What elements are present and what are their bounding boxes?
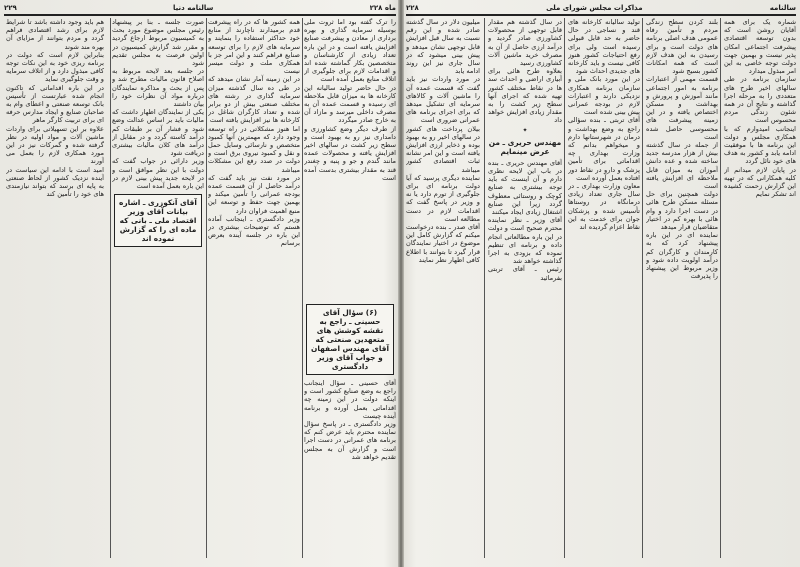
paragraph: هم باید وجود داشته باشد تا شرایط لازم برای رشد اقتصادی فراهم گردد و مردم بتوانند از مزایای آن بهره مند شوند [6,18,104,51]
column-rule [206,18,207,558]
separator-ornament: ✦ [522,126,528,134]
paragraph: وزیر دادگستری ـ اینجانب آماده هستم که توضیحات بیشتری در این باره در جلسه آینده بعرض برسانم [208,214,300,248]
paragraph: نماینده ای در این باره پیشنهاد کرد که به کارمندان و کارگران کم درآمد اولویت داده شود و وزیر مربوط این پیشنهاد را پذیرفت [646,231,718,281]
column-rule [642,18,643,558]
paragraph: سازمان برنامه در طی سالهای اخیر طرح های متعددی را به مرحله اجرا گذاشته و نتایج آن در همه شئون زندگی مردم محسوس است [724,75,796,125]
left-column-3 [112,18,204,563]
paragraph: نماینده دیگری پرسید که آیا دولت برنامه ای برای جلوگیری از تورم دارد یا نه و وزیر در پاسخ گفت که اقدامات لازم در دست مطالعه است [406,173,480,223]
right-column-2 [646,18,718,563]
paragraph: آقای حسینی ـ سؤال اینجانب راجع به وضع صنایع کشور است و اینکه دولت در این زمینه چه اقداماتی بعمل آورده و برنامه آینده چیست [304,379,396,420]
left-column-2 [208,18,300,563]
right-outer-label: سالنامه [769,4,796,12]
right-page-header [406,2,796,16]
column-rule [302,18,303,558]
paragraph: اینجانب امیدوارم که با همکاری مجلس و دولت این برنامه ها با موفقیت ادامه یابد و کشور به هدف های خود نائل گردد [724,124,796,166]
paragraph: قسمت مهمی از اعتبارات برنامه به امور اجتماعی مانند آموزش و پرورش و بهداشت و مسکن اختصاص یافته و در این زمینه پیشرفت های محسوسی حاصل شده است [646,75,718,141]
paragraph: بیلان پرداخت های کشور در سالهای اخیر رو به بهبود بوده و ذخایر ارزی افزایش یافته است و این امر نشانه ثبات اقتصادی کشور میباشد [406,124,480,174]
left-page-header [4,2,396,16]
paragraph: وزیر دادگستری ـ در پاسخ سؤال نماینده محترم باید عرض کنم که برنامه های عمرانی در دست اجرا است و گزارش آن به مجلس تقدیم خواهد شد [304,420,396,461]
paragraph: رئیس ـ آقای تربتی بفرمائید [488,265,562,282]
paragraph: آقای مهندس حریری ـ بنده در باب این لایحه نظری دارم و آن اینست که باید توجه بیشتری به صنایع کوچک و روستائی معطوف گردد زیرا این صنایع اشتغال زیادی ایجاد میکنند [488,158,562,217]
paragraph: یکی از نمایندگان اظهار داشت که مالیات باید بر اساس عدالت وضع شود و فشار آن بر طبقات کم درآمد کاسته گردد و در مقابل از درآمد های کلان مالیات بیشتری دریافت شود [112,108,204,158]
paragraph: علاوه بر این تسهیلاتی برای واردات ماشین آلات و مواد اولیه در نظر گرفته شده و گمرکات نیز در این مورد همکاری لازم را بعمل می آورند [6,124,104,166]
section-subheading: مهندس حریری ـ من عرض مینمایم [488,137,562,156]
left-page-number: ماه ۲۲۸ [369,4,396,12]
right-page-number: ۲۲۸ [406,4,419,12]
paragraph: در پایان لازم میدانم از کلیه همکارانی که در تهیه این گزارش زحمت کشیده اند تشکر نمایم [724,165,796,199]
right-column-5 [406,18,480,563]
column-rule [110,18,111,558]
paragraph: اما هنوز مشکلاتی در راه توسعه وجود دارد که مهمترین آنها کمبود متخصص و نارسائی وسایل حمل و نقل و کمبود نیروی برق است و دولت در صدد رفع این مشکلات میباشد [208,124,300,174]
paragraph: همه کشور ها که در راه پیشرفت قدم برمیدارند ناچارند از منابع خود حداکثر استفاده را بنمایند و سرمایه های لازم را برای توسعه صنایع فراهم کنند و این امر جز با همکاری ملت و دولت میسر نیست [208,18,300,76]
paragraph: بنابراین لازم است که دولت در برنامه ریزی خود به این نکات توجه کافی مبذول دارد و از اتلاف سرمایه و وقت جلوگیری نماید [6,50,104,84]
paragraph: تولید سالیانه کارخانه های قند و نساجی در حال حاضر به حد قابل قبولی رسیده است ولی برای رفع احتیاجات کشور هنوز کافی نیست و باید کارخانه های جدیدی احداث شود [568,18,640,76]
paragraph: میلیون دلار در سال گذشته صادر شده و این رقم نسبت به سال قبل افزایش قابل توجهی نشان میدهد و پیش بینی میشود که در سال جاری نیز این روند ادامه یابد [406,18,480,76]
paragraph: در حال حاضر تولید سالیانه این کارخانه ها به میزان قابل ملاحظه ای رسیده و قسمت عمده آن به مصرف داخلی میرسد و مازاد آن به خارج صادر میگردد [304,83,396,125]
paragraph: وزیر دارائی در جواب گفت که دولت با این نظر موافق است و در لایحه جدید پیش بینی لازم در این باره بعمل آمده است [112,157,204,191]
paragraph: دولت همچنین برای حل مسئله مسکن طرح هائی در دست اجرا دارد و وام هائی با بهره کم در اختیار متقاضیان قرار میدهد [646,190,718,232]
paragraph: در این باره اقداماتی که تاکنون انجام شده عبارتست از تأسیس بانک توسعه صنعتی و اعطای وام به صاحبان صنایع و ایجاد مدارس حرفه ای برای تربیت کارگر ماهر [6,83,104,125]
paragraph: در مورد واردات نیز باید گفت که قسمت عمده آن را ماشین آلات و کالاهای سرمایه ای تشکیل میدهد که برای اجرای برنامه های عمرانی ضروری است [406,75,480,125]
left-column-1-lower [304,300,396,562]
section-heading: (۶) سؤال آقای حسینی ـ راجع به نقشه کوشش های متعهدین صنعتی که آقای مهندس اصفهان و جواب آقای وزیر دادگستری [306,304,394,375]
right-column-1 [724,18,796,563]
paragraph: بلند کردن سطح زندگی مردم و تأمین رفاه عمومی هدف اصلی برنامه های دولت است و برای رسیدن به این هدف لازم است که همه امکانات کشور بسیج شود [646,18,718,76]
right-column-3 [568,18,640,563]
left-running-title: سالنامه دنیا [173,4,214,12]
right-column-4 [488,18,562,563]
right-running-title: مذاکرات مجلس شورای ملی [546,4,643,12]
column-rule [564,18,565,558]
paragraph: آقای تربتی ـ بنده سؤالی راجع به وضع بهداشت و درمان در شهرستانها دارم و میخواهم بدانم که وزارت بهداری چه اقداماتی برای تأمین پزشک و دارو در نقاط دور افتاده بعمل آورده است [568,116,640,182]
column-rule [484,18,485,558]
column-rule [720,18,721,558]
paragraph: در جلسه بعد لایحه مربوط به اصلاح قانون مالیات مطرح شد و پس از بحث و مذاکره نمایندگان درباره مواد آن نظرات خود را بیان داشتند [112,67,204,109]
left-page-number-inner: ۲۲۹ [4,4,17,12]
paragraph: معاون وزارت بهداری ـ در سال جاری تعداد زیادی درمانگاه در روستاها تأسیس شده و پزشکان جوان برای خدمت به این نقاط اعزام گردیده اند [568,182,640,232]
paragraph: از طرف دیگر وضع کشاورزی و دامداری نیز رو به بهبود است و سطح زیر کشت در سالهای اخیر افزایش یافته و محصولات عمده مانند گندم و جو و پنبه و چغندر قند به مقدار بیشتری بدست آمده است [304,124,396,182]
paragraph: در این مورد بانک ملی و سازمان برنامه همکاری نزدیکی دارند و اعتبارات لازم در بودجه عمرانی پیش بینی شده است [568,75,640,117]
paragraph: را ترک گفته بود اما ثروت ملی بوسیله سرمایه گذاری و بهره برداری از معادن و پیشرفت صنایع افزایش یافته است و در این باره تعداد زیادی از کارشناسان و متخصصین بکار گماشته شده اند و اقدامات لازم برای جلوگیری از اتلاف منابع بعمل آمده است [304,18,396,84]
paragraph: صورت جلسه ـ بنا بر پیشنهاد رئیس مجلس موضوع مورد بحث به کمیسیون مربوط ارجاع گردید و مقرر شد گزارش کمیسیون در اولین فرصت به مجلس تقدیم شود [112,18,204,68]
paragraph: بعلاوه طرح هائی برای آبیاری اراضی و احداث سد ها در نقاط مختلف کشور تهیه شده که اجرای آنها سطح زیر کشت را به مقدار زیادی افزایش خواهد داد [488,67,562,125]
right-page [402,0,800,567]
paragraph: در این زمینه آمار نشان میدهد که در طی ده سال گذشته میزان سرمایه گذاری در رشته های مختلف صنعتی بیش از دو برابر شده و تعداد کارگران شاغل در کارخانه ها نیز افزایش یافته است [208,75,300,125]
paragraph: در مورد نفت نیز باید گفت که درآمد حاصل از آن قسمت عمده بودجه عمرانی را تأمین میکند و بهمین جهت حفظ و توسعه این منبع اهمیت فراوان دارد [208,173,300,215]
paragraph: آقای صدر ـ بنده درخواست میکنم که گزارش کامل این موضوع در اختیار نمایندگان قرار گیرد تا بتوانند با اطلاع کافی اظهار نظر نمایند [406,223,480,264]
paragraph: در سال گذشته هم مقدار قابل توجهی از محصولات کشاورزی صادر گردید و درآمد ارزی حاصل از آن به مصرف خرید ماشین آلات کشاورزی رسید [488,18,562,68]
paragraph: شماره یک برای همه آقایان روشن است که بدون توسعه اقتصادی پیشرفت اجتماعی امکان پذیر نیست و بهمین جهت دولت توجه خاصی به این امر مبذول میدارد [724,18,796,76]
left-column-4 [6,18,104,563]
paragraph: امید است با ادامه این سیاست در آینده نزدیک کشور از لحاظ صنعتی به پایه ای برسد که بتواند نیازمندی های خود را تأمین کند [6,165,104,199]
section-heading: آقای آنکوزری ـ اشاره بیانات آقای وزیر اقتصاد ملی ـ بانی که ماده ای را که گزارش نموده اند [114,194,202,247]
paragraph: از جمله در سال گذشته بیش از هزار مدرسه جدید ساخته شده و عده دانش آموزان به میزان قابل ملاحظه ای افزایش یافته است [646,141,718,191]
paragraph: آقای وزیر ـ نظر نماینده محترم صحیح است و دولت در این باره مطالعاتی انجام داده و برنامه ای تنظیم نموده که بزودی به اجرا گذاشته خواهد شد [488,216,562,266]
